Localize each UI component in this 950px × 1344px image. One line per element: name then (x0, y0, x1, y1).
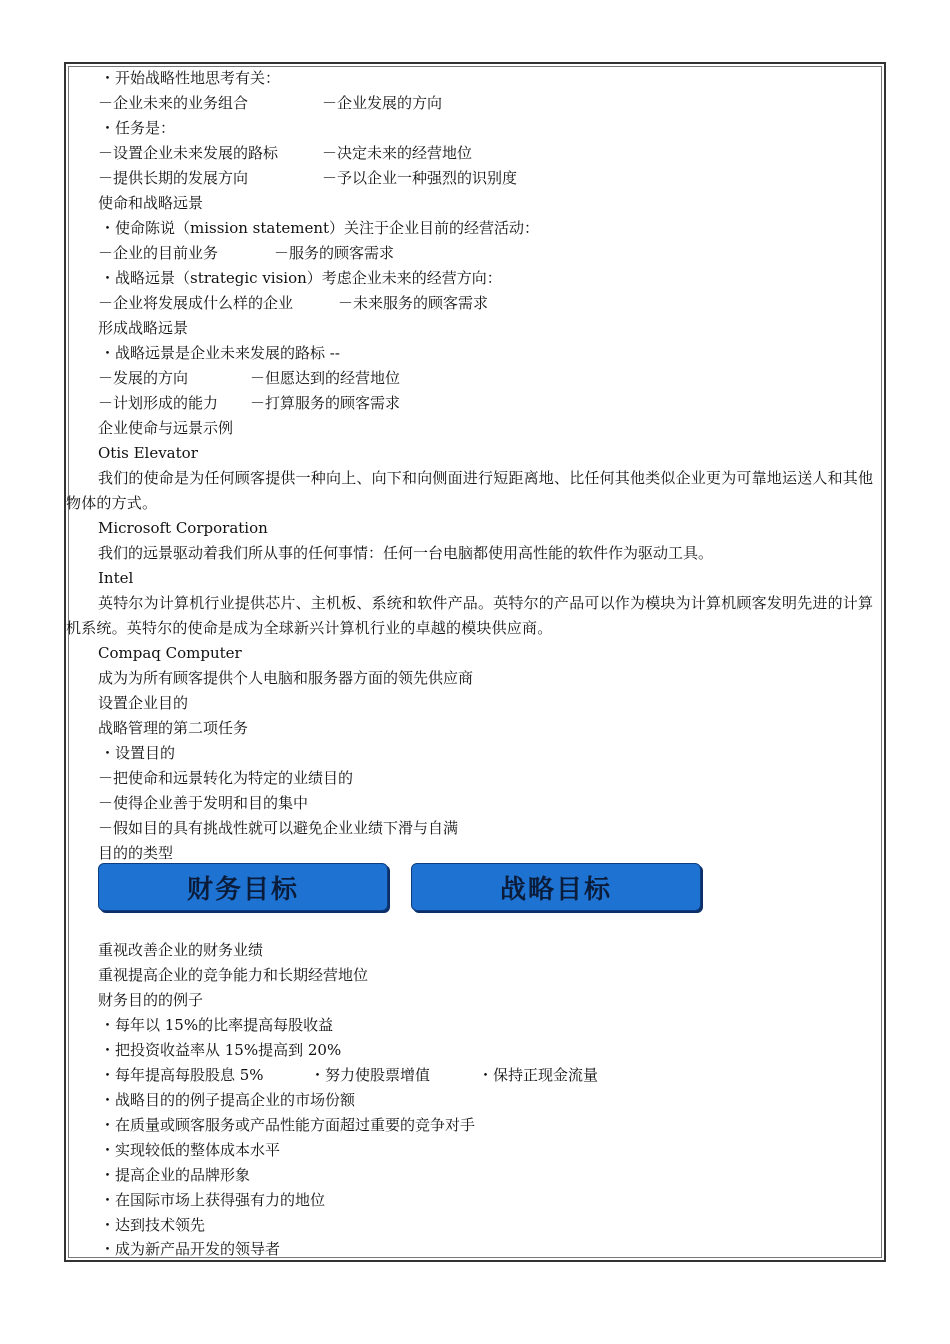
financial-goal-button[interactable]: 财务目标 (98, 863, 388, 911)
section-heading: 设置企业目的 (98, 694, 189, 712)
text-line: 重视改善企业的财务业绩 (98, 941, 264, 959)
text-line: 战略管理的第二项任务 (98, 719, 249, 737)
company-name: Otis Elevator (98, 444, 198, 462)
list-item: ・在质量或顾客服务或产品性能方面超过重要的竞争对手 (100, 1116, 476, 1134)
company-name: Intel (98, 569, 134, 587)
text-line: 我们的远景驱动着我们所从事的任何事情：任何一台电脑都使用高性能的软件作为驱动工具。 (98, 544, 714, 562)
section-heading: 形成战略远景 (98, 319, 189, 337)
list-item: ・在国际市场上获得强有力的地位 (100, 1191, 326, 1209)
list-item: ・每年提高每股股息 5% (100, 1066, 264, 1084)
text-line: －企业将发展成什么样的企业 (98, 294, 294, 312)
text-line: －设置企业未来发展的路标 (98, 144, 279, 162)
list-item: ・达到技术领先 (100, 1216, 206, 1234)
text-line: －把使命和远景转化为特定的业绩目的 (98, 769, 354, 787)
company-name: Compaq Computer (98, 644, 242, 662)
text-line: －予以企业一种强烈的识别度 (322, 169, 518, 187)
section-heading: 财务目的的例子 (98, 991, 204, 1009)
list-item: ・提高企业的品牌形象 (100, 1166, 251, 1184)
text-line: ・任务是： (100, 119, 176, 137)
text-line: －计划形成的能力 (98, 394, 219, 412)
paragraph: 我们的使命是为任何顾客提供一种向上、向下和向侧面进行短距离地、比任何其他类似企业更为可靠地运送人和其他物体的方式。 (66, 469, 874, 512)
list-item: ・把投资收益率从 15%提高到 20% (100, 1041, 342, 1059)
list-item: ・实现较低的整体成本水平 (100, 1141, 281, 1159)
list-item: ・成为新产品开发的领导者 (100, 1240, 281, 1258)
text-line: －企业未来的业务组合 (98, 94, 249, 112)
text-line: 重视提高企业的竞争能力和长期经营地位 (98, 966, 369, 984)
company-name: Microsoft Corporation (98, 519, 268, 537)
list-item: ・战略目的的例子提高企业的市场份额 (100, 1091, 356, 1109)
paragraph: 英特尔为计算机行业提供芯片、主机板、系统和软件产品。英特尔的产品可以作为模块为计算机顾客发明先进的计算机系统。英特尔的使命是成为全球新兴计算机行业的卓越的模块供应商。 (66, 594, 874, 637)
text-line: 成为为所有顾客提供个人电脑和服务器方面的领先供应商 (98, 669, 474, 687)
text-line: －发展的方向 (98, 369, 189, 387)
text-line: －决定未来的经营地位 (322, 144, 473, 162)
text-line: －但愿达到的经营地位 (250, 369, 401, 387)
list-item: ・努力使股票增值 (310, 1066, 431, 1084)
text-line: －使得企业善于发明和目的集中 (98, 794, 309, 812)
text-line: ・使命陈说（mission statement）关注于企业目前的经营活动： (100, 219, 540, 237)
list-item: ・保持正现金流量 (478, 1066, 599, 1084)
text-line: ・设置目的 (100, 744, 176, 762)
section-heading: 目的的类型 (98, 844, 174, 862)
text-line: －提供长期的发展方向 (98, 169, 249, 187)
text-line: ・战略远景是企业未来发展的路标 -- (100, 344, 340, 362)
section-heading: 使命和战略远景 (98, 194, 204, 212)
section-heading: 企业使命与远景示例 (98, 419, 234, 437)
text-line: －打算服务的顾客需求 (250, 394, 401, 412)
text-line: ・开始战略性地思考有关： (100, 69, 281, 87)
text-line: －服务的顾客需求 (274, 244, 395, 262)
text-line: －企业发展的方向 (322, 94, 443, 112)
text-line: －企业的目前业务 (98, 244, 219, 262)
list-item: ・每年以 15%的比率提高每股收益 (100, 1016, 334, 1034)
text-line: －未来服务的顾客需求 (338, 294, 489, 312)
text-line: －假如目的具有挑战性就可以避免企业业绩下滑与自满 (98, 819, 459, 837)
strategic-goal-button[interactable]: 战略目标 (411, 863, 701, 911)
text-line: ・战略远景（strategic vision）考虑企业未来的经营方向： (100, 269, 502, 287)
